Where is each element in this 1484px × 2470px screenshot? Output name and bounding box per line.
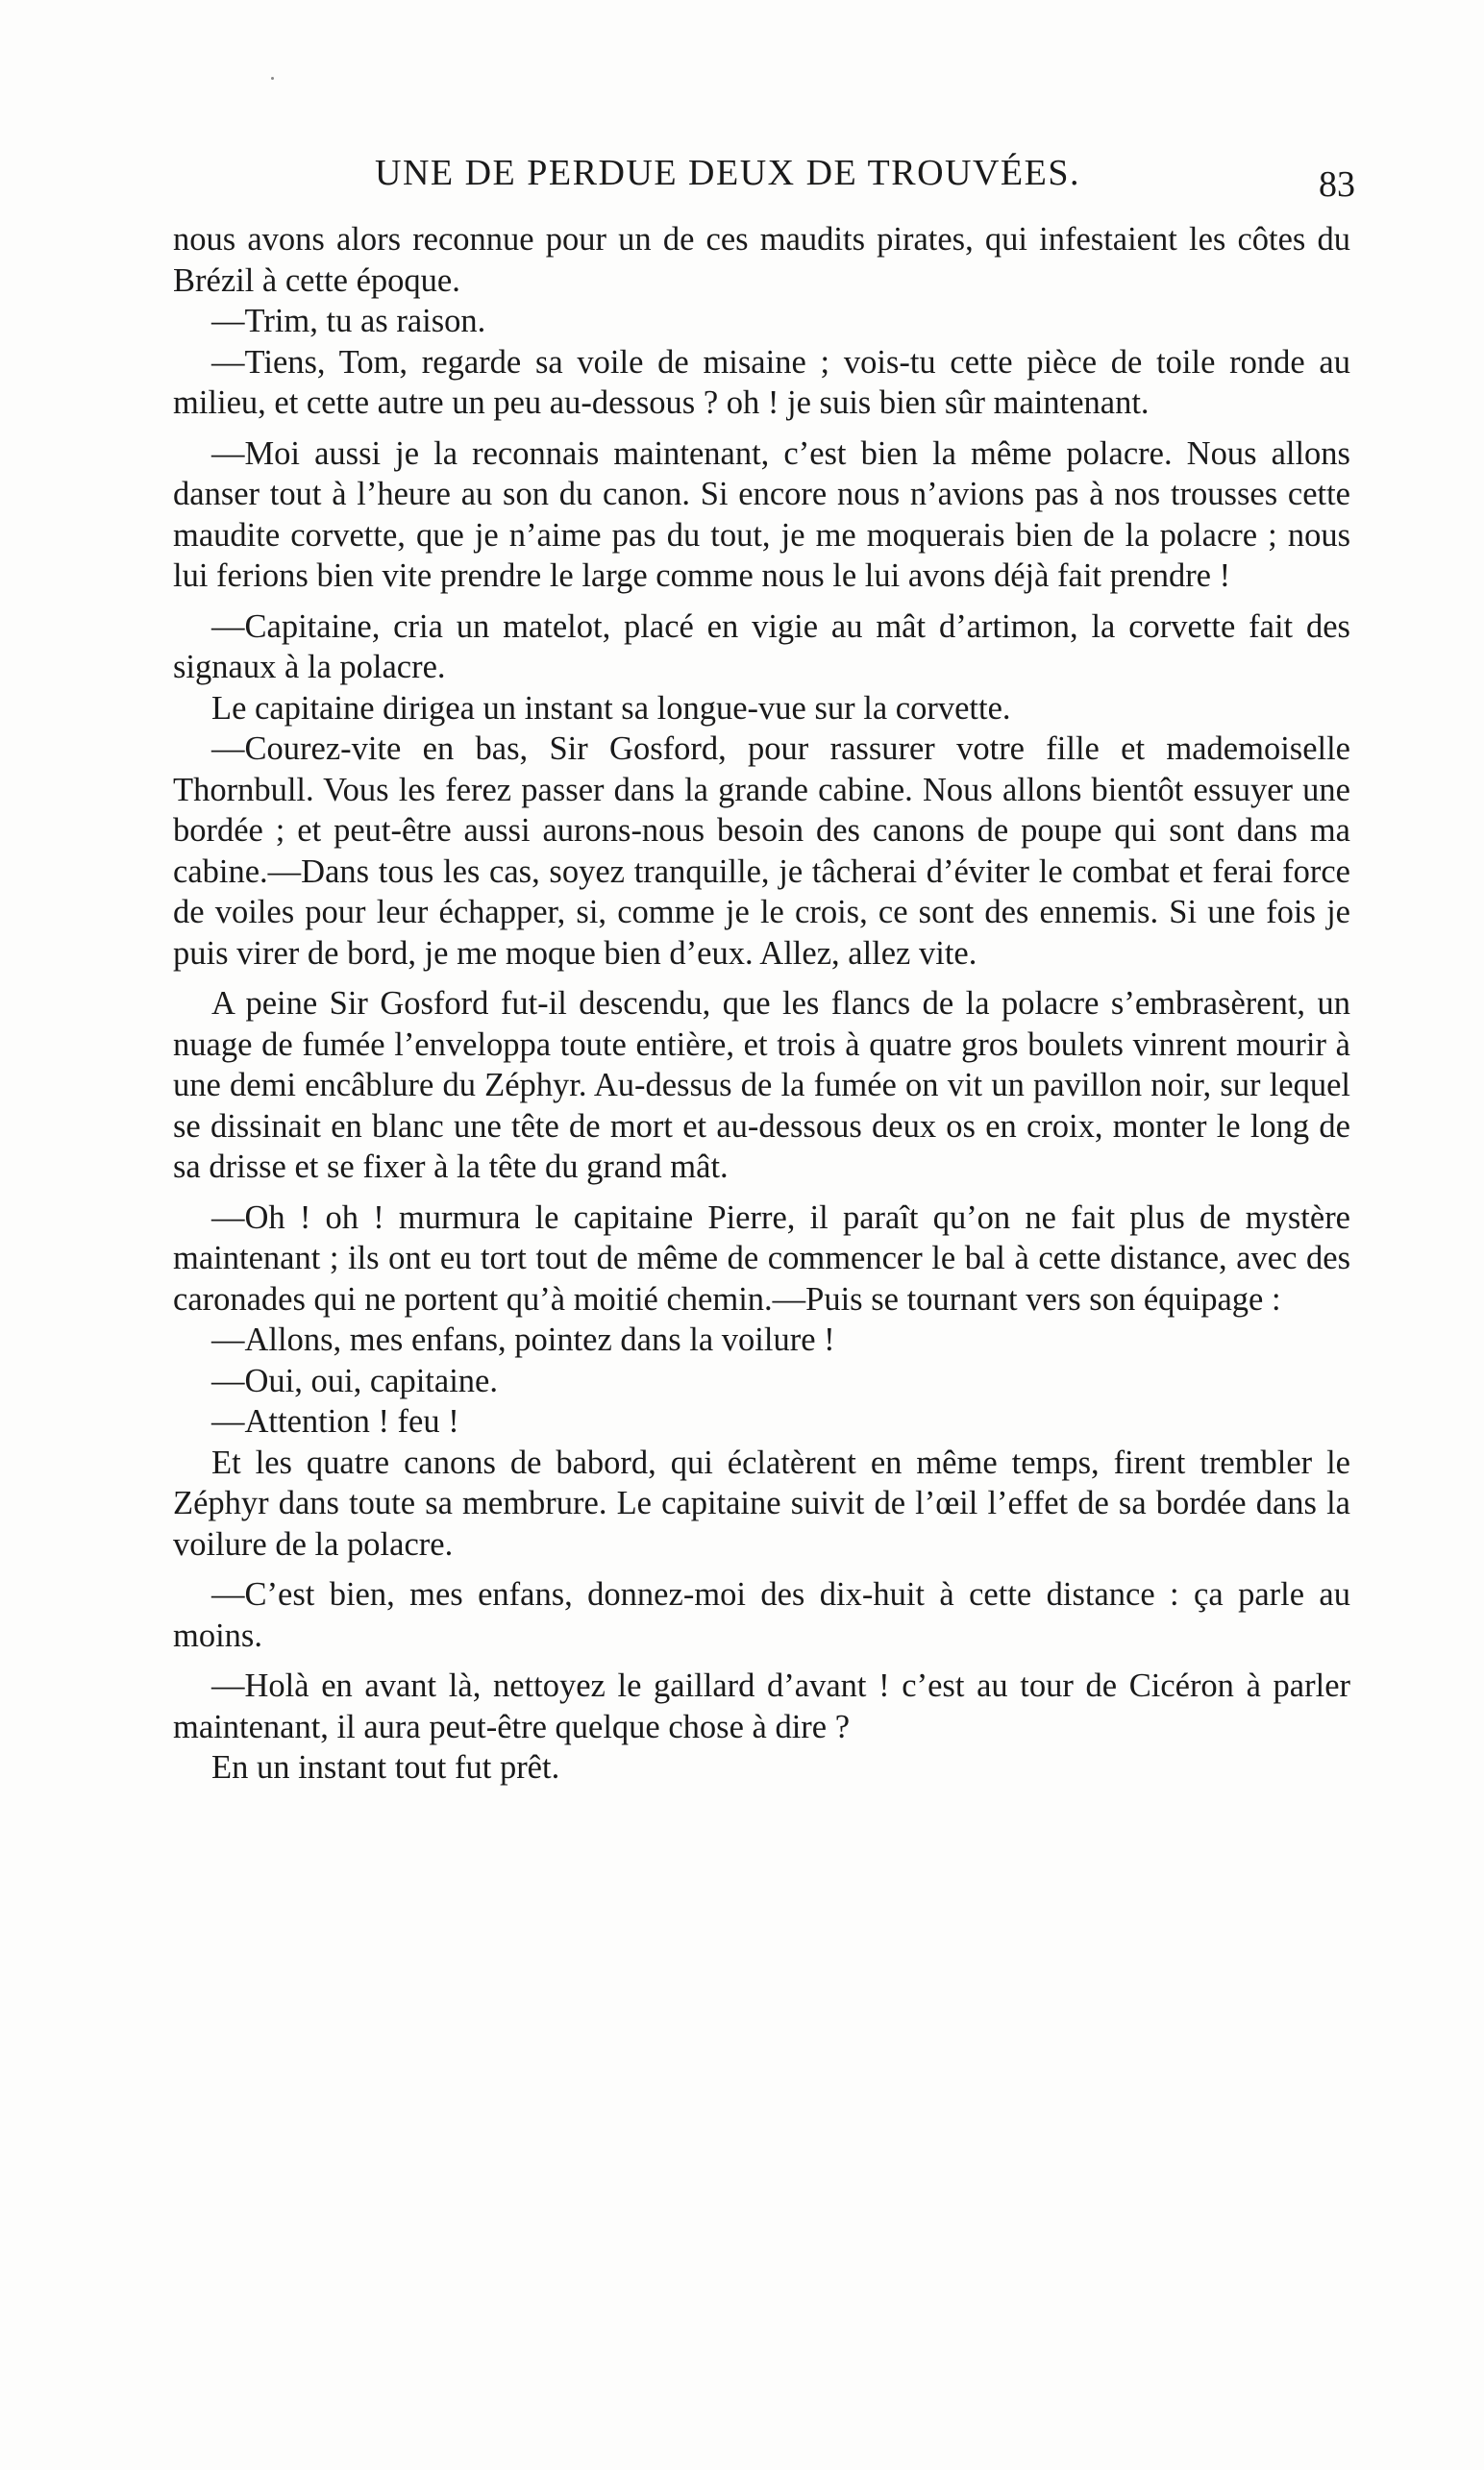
paragraph: Et les quatre canons de babord, qui éclatèrent en même temps, firent trembler le Zéphyr dans toute sa membrure. Le capitaine suivit de l’œil l’effet de sa bordée dans la voilure de la polacre. [173, 1444, 1350, 1563]
paragraph: A peine Sir Gosford fut-il descendu, que les flancs de la polacre s’embrasèrent, un nuage de fumée l’enveloppa toute entière, et trois à quatre gros boulets vinrent mourir à une demi encâblure du Zéphyr. Au-dessus de la fumée on vit un pavillon noir, sur lequel se dissinait en blanc une tête de mort et au-dessous deux os en croix, monter le long de sa drisse et se fixer à la tête du grand mât. [173, 985, 1350, 1185]
paragraph: nous avons alors reconnue pour un de ces maudits pirates, qui infestaient les côtes du Brézil à cette époque. [173, 221, 1350, 299]
stray-ink-mark [271, 77, 274, 80]
paragraph: —C’est bien, mes enfans, donnez-moi des dix-huit à cette distance : ça parle au moins. [173, 1576, 1350, 1654]
running-title: UNE DE PERDUE DEUX DE TROUVÉES. [375, 153, 1080, 193]
page-number: 83 [1319, 164, 1355, 205]
paragraph: —Moi aussi je la reconnais maintenant, c’est bien la même polacre. Nous allons danser tout à l’heure au son du canon. Si encore nous n’avions pas à nos trousses cette maudite corvette, que je n’aime pas du tout, je me moquerais bien de la polacre ; nous lui ferions bien vite prendre le large comme nous le lui avons déjà fait prendre ! [173, 434, 1350, 594]
paragraph: —Holà en avant là, nettoyez le gaillard d’avant ! c’est au tour de Cicéron à parler maintenant, il aura peut-être quelque chose à dire ? [173, 1667, 1350, 1745]
paragraph: —Tiens, Tom, regarde sa voile de misaine ; vois-tu cette pièce de toile ronde au milieu, et cette autre un peu au-dessous ? oh ! je suis bien sûr maintenant. [173, 343, 1350, 421]
page-header [375, 152, 1355, 210]
paragraph: —Capitaine, cria un matelot, placé en vigie au mât d’artimon, la corvette fait des signaux à la polacre. [173, 607, 1350, 685]
paragraph: Le capitaine dirigea un instant sa longue-vue sur la corvette. [211, 689, 1011, 727]
paragraph: —Oh ! oh ! murmura le capitaine Pierre, il paraît qu’on ne fait plus de mystère maintenant ; ils ont eu tort tout de même de commencer le bal à cette distance, avec des caronades qui ne portent qu’à moitié chemin.—Puis se tournant vers son équipage : [173, 1198, 1350, 1318]
paragraph: —Courez-vite en bas, Sir Gosford, pour rassurer votre fille et mademoiselle Thornbull. Vous les ferez passer dans la grande cabine. Nous allons bientôt essuyer une bordée ; et peut-être aussi aurons-nous besoin des canons de poupe qui sont dans ma cabine.—Dans tous les cas, soyez tranquille, je tâcherai d’éviter le combat et ferai force de voiles pour leur échapper, si, comme je le crois, ce sont des ennemis. Si une fois je puis virer de bord, je me moque bien d’eux. Allez, allez vite. [173, 730, 1350, 972]
paragraph: En un instant tout fut prêt. [211, 1749, 560, 1786]
body-text [173, 219, 1350, 1789]
paragraph: —Attention ! feu ! [211, 1403, 459, 1440]
paragraph: —Trim, tu as raison. [211, 303, 486, 339]
paragraph: —Allons, mes enfans, pointez dans la voilure ! [211, 1321, 835, 1358]
paragraph: —Oui, oui, capitaine. [211, 1362, 498, 1399]
